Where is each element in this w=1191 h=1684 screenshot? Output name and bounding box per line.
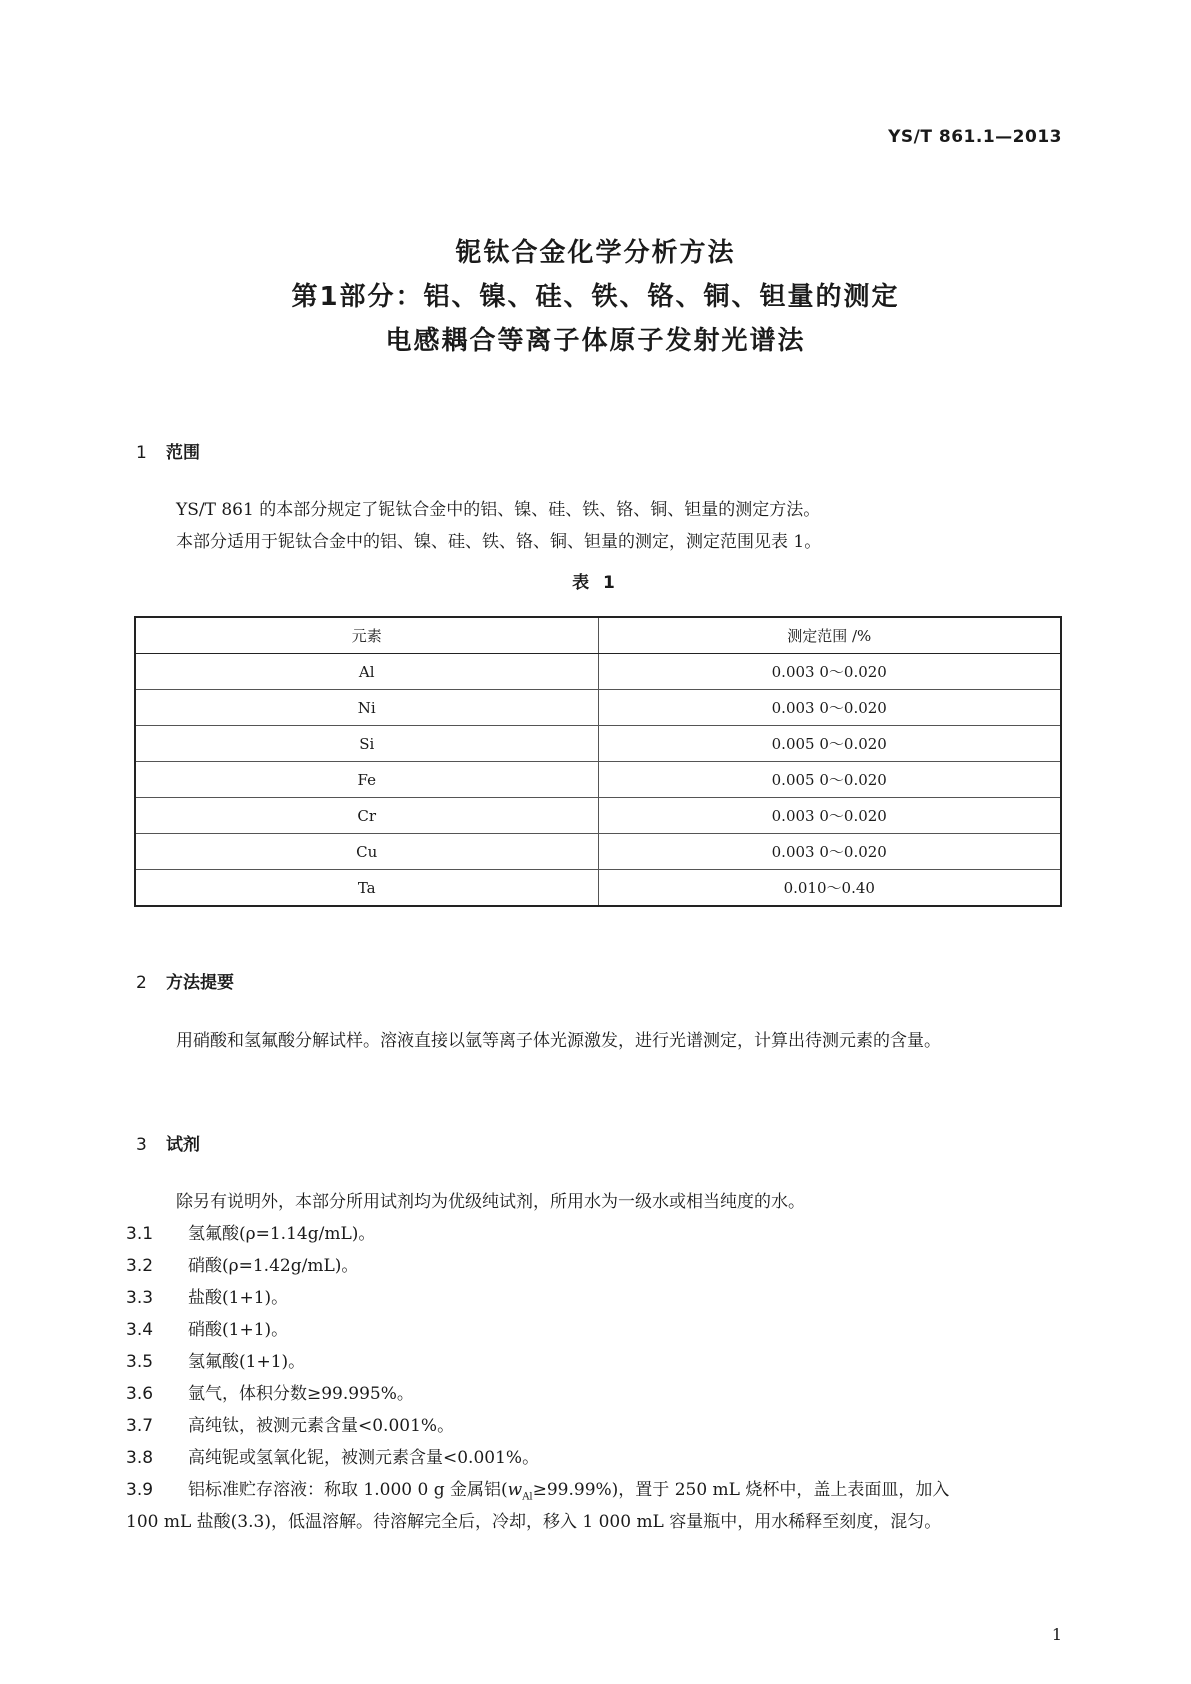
- list-item: [126, 1442, 1066, 1474]
- item-text: 硝酸(ρ=1.42g/mL)。: [188, 1256, 359, 1276]
- range-cell: 0.003 0～0.020: [598, 690, 1061, 726]
- range-cell: 0.003 0～0.020: [598, 834, 1061, 870]
- item-number: 3.5: [126, 1352, 154, 1372]
- section-heading-reagents: [136, 1130, 200, 1155]
- item-number: 3.6: [126, 1384, 154, 1404]
- table-row: [135, 798, 1061, 834]
- section-title: 方法提要: [166, 973, 234, 993]
- item-text: 铝标准贮存溶液：称取 1.000 0 g 金属铝(: [188, 1480, 508, 1500]
- reagent-list: [126, 1218, 1066, 1538]
- list-item: [126, 1250, 1066, 1282]
- item-number: 3.9: [126, 1480, 154, 1500]
- item-number: 3.3: [126, 1288, 154, 1308]
- table-row: [135, 762, 1061, 798]
- page-number: 1: [1051, 1625, 1062, 1644]
- standard-code: YS/T 861.1—2013: [888, 127, 1062, 147]
- range-cell: 0.003 0～0.020: [598, 654, 1061, 690]
- element-cell: Ni: [135, 690, 598, 726]
- table-row: [135, 690, 1061, 726]
- mass-fraction-subscript: Al: [522, 1491, 533, 1503]
- item-text: 高纯钛，被测元素含量<0.001%。: [188, 1416, 455, 1436]
- section-number: 2: [136, 973, 147, 993]
- range-cell: 0.003 0～0.020: [598, 798, 1061, 834]
- item-continuation: 100 mL 盐酸(3.3)，低温溶解。待溶解完全后，冷却，移入 1 000 mL 容量瓶中，用水稀释至刻度，混匀。: [126, 1512, 942, 1532]
- item-text: 氩气，体积分数≥99.995%。: [188, 1384, 414, 1404]
- scope-paragraph-2: 本部分适用于铌钛合金中的铝、镍、硅、铁、铬、铜、钽量的测定，测定范围见表 1。: [176, 532, 822, 552]
- range-cell: 0.010～0.40: [598, 870, 1061, 907]
- item-text: 硝酸(1+1)。: [188, 1320, 289, 1340]
- principle-paragraph: 用硝酸和氢氟酸分解试样。溶液直接以氩等离子体光源激发，进行光谱测定，计算出待测元素的含量。: [176, 1031, 941, 1051]
- list-item: [126, 1218, 1066, 1250]
- range-table: [134, 616, 1062, 907]
- item-text: 氢氟酸(1+1)。: [188, 1352, 306, 1372]
- section-heading-principle: [136, 968, 234, 993]
- item-number: 3.7: [126, 1416, 154, 1436]
- item-number: 3.8: [126, 1448, 154, 1468]
- element-cell: Cr: [135, 798, 598, 834]
- element-cell: Cu: [135, 834, 598, 870]
- list-item: [126, 1410, 1066, 1442]
- section-title: 试剂: [166, 1135, 200, 1155]
- section-heading-scope: [136, 438, 200, 463]
- table-row: [135, 726, 1061, 762]
- item-text: 高纯铌或氢氧化铌，被测元素含量<0.001%。: [188, 1448, 540, 1468]
- list-item: [126, 1282, 1066, 1314]
- list-item: [126, 1346, 1066, 1378]
- document-title-line1: 铌钛合金化学分析方法: [455, 238, 736, 268]
- section-number: 1: [136, 443, 147, 463]
- list-item: [126, 1474, 1066, 1506]
- table-header-range: 测定范围 /%: [598, 617, 1061, 654]
- table-row: [135, 654, 1061, 690]
- table-row: [135, 834, 1061, 870]
- table-header-element: 元素: [135, 617, 598, 654]
- list-item: [126, 1378, 1066, 1410]
- reagents-intro: 除另有说明外，本部分所用试剂均为优级纯试剂，所用水为一级水或相当纯度的水。: [176, 1192, 805, 1212]
- section-title: 范围: [166, 443, 200, 463]
- list-item: [126, 1314, 1066, 1346]
- element-cell: Ta: [135, 870, 598, 907]
- item-number: 3.4: [126, 1320, 154, 1340]
- element-cell: Fe: [135, 762, 598, 798]
- mass-fraction-symbol: w: [507, 1480, 523, 1500]
- element-cell: Si: [135, 726, 598, 762]
- item-number: 3.2: [126, 1256, 154, 1276]
- table-caption: 表 1: [572, 573, 619, 593]
- item-number: 3.1: [126, 1224, 154, 1244]
- document-title-line2: 第1部分：铝、镍、硅、铁、铬、铜、钽量的测定: [291, 282, 900, 312]
- item-text: 氢氟酸(ρ=1.14g/mL)。: [188, 1224, 376, 1244]
- document-title-line3: 电感耦合等离子体原子发射光谱法: [385, 326, 806, 356]
- item-text: 盐酸(1+1)。: [188, 1288, 289, 1308]
- table-row: [135, 870, 1061, 907]
- element-cell: Al: [135, 654, 598, 690]
- range-cell: 0.005 0～0.020: [598, 762, 1061, 798]
- item-text: ≥99.99%)，置于 250 mL 烧杯中，盖上表面皿，加入: [532, 1480, 950, 1500]
- scope-paragraph-1: YS/T 861 的本部分规定了铌钛合金中的铝、镍、硅、铁、铬、铜、钽量的测定方法。: [176, 500, 821, 520]
- range-cell: 0.005 0～0.020: [598, 726, 1061, 762]
- table-header-row: [135, 617, 1061, 654]
- section-number: 3: [136, 1135, 147, 1155]
